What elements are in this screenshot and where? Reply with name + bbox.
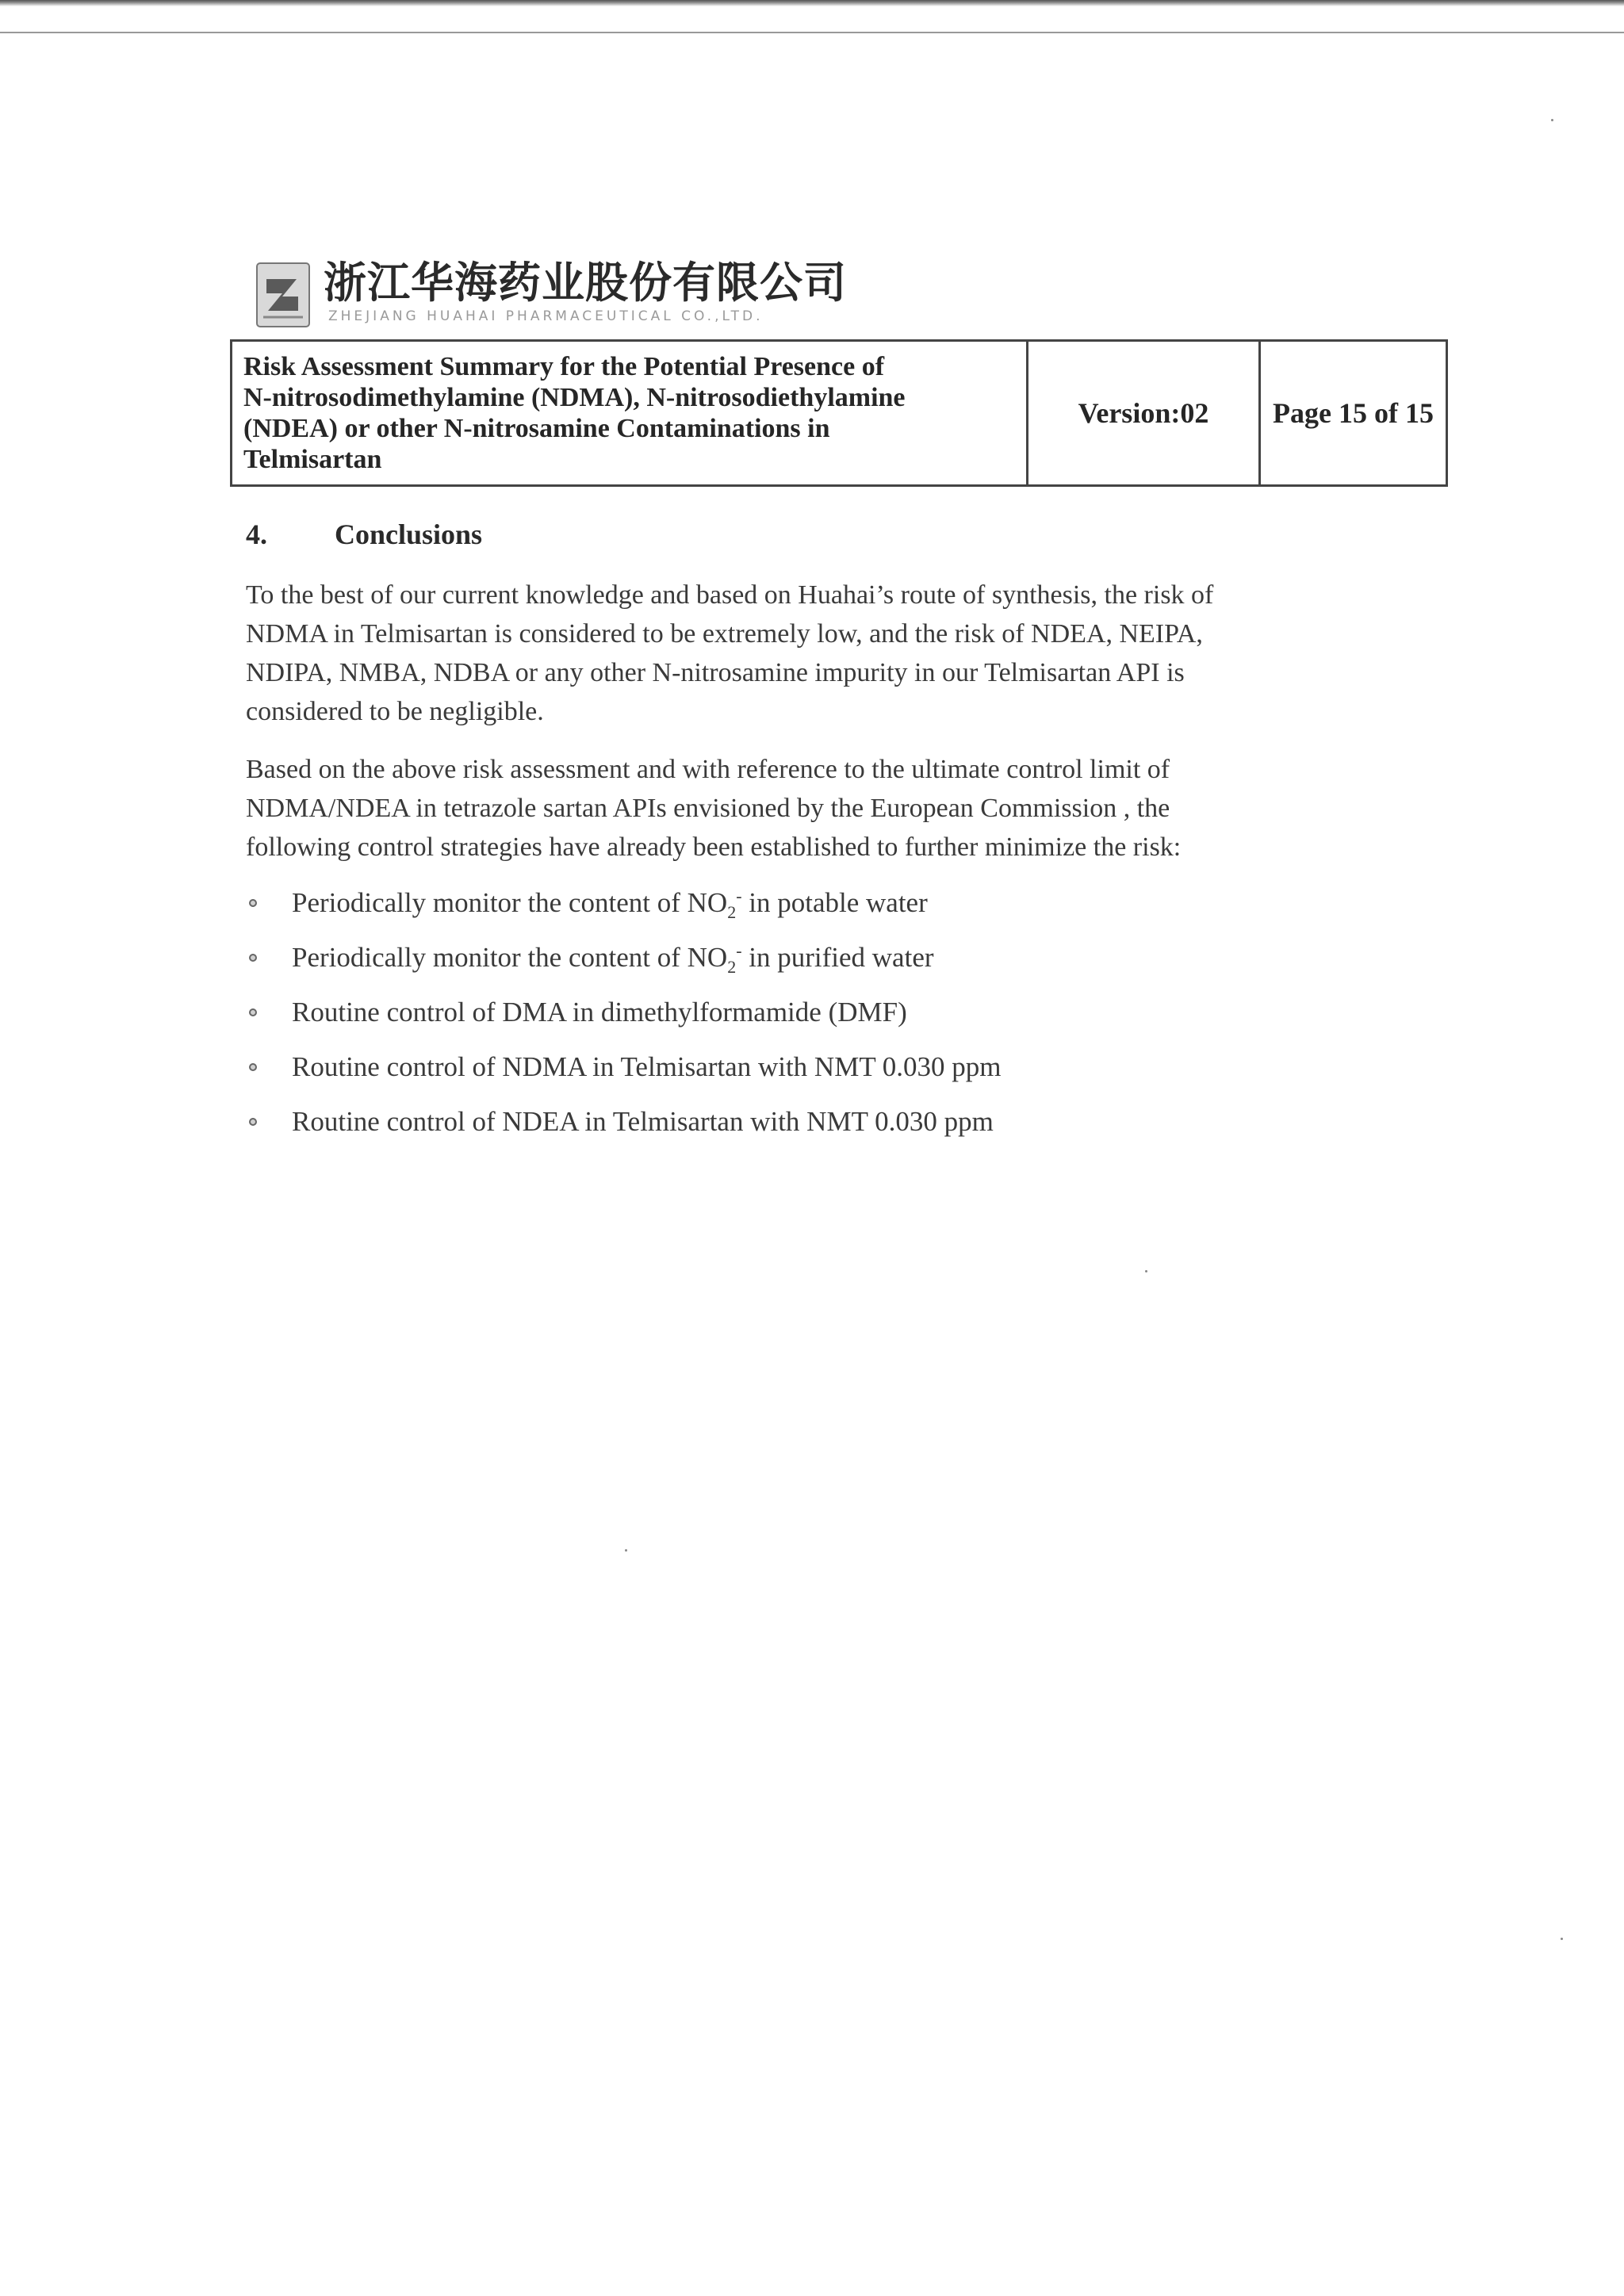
company-logo-icon: [255, 262, 311, 328]
list-item-text: Routine control of NDEA in Telmisartan with NMT 0.030 ppm: [292, 1106, 994, 1137]
section-number: 4.: [246, 519, 267, 550]
scan-speck: [1145, 1270, 1147, 1272]
conclusion-paragraph-2: [246, 750, 1340, 867]
bullet-icon: [249, 1008, 257, 1016]
list-item-text: Routine control of NDMA in Telmisartan with NMT 0.030 ppm: [292, 1051, 1002, 1082]
document-title-line: (NDEA) or other N-nitrosamine Contaminations in: [243, 414, 830, 443]
paragraph-line: considered to be negligible.: [246, 697, 544, 726]
document-title-line: N-nitrosodimethylamine (NDMA), N-nitrosodiethylamine: [243, 383, 906, 412]
paragraph-line: Based on the above risk assessment and with reference to the ultimate control limit of: [246, 755, 1170, 784]
section-heading: [246, 517, 482, 552]
company-name-en: ZHEJIANG HUAHAI PHARMACEUTICAL CO.,LTD.: [328, 308, 764, 324]
document-header-table: [230, 339, 1448, 487]
bullet-icon: [249, 1063, 257, 1071]
document-title-line: Telmisartan: [243, 445, 382, 474]
list-item-text: Periodically monitor the content of $NO_2^-$ in purified water: [292, 940, 934, 977]
scan-line: [0, 32, 1624, 33]
list-item: [246, 883, 1356, 938]
control-strategy-list: [246, 883, 1356, 1157]
paragraph-line: NDMA/NDEA in tetrazole sartan APIs envisioned by the European Commission , the: [246, 794, 1170, 823]
page-number: Page 15 of 15: [1260, 341, 1447, 486]
company-name-cn: 浙江华海药业股份有限公司: [324, 258, 847, 308]
list-item: [246, 993, 1356, 1047]
letterhead: [255, 258, 847, 331]
paragraph-line: To the best of our current knowledge and based on Huahai’s route of synthesis, the risk of: [246, 580, 1214, 610]
bullet-icon: [249, 954, 257, 962]
section-title: Conclusions: [335, 519, 483, 550]
paragraph-line: NDMA in Telmisartan is considered to be extremely low, and the risk of NDEA, NEIPA,: [246, 619, 1203, 649]
document-title: [232, 341, 1028, 486]
scan-speck: [1551, 119, 1553, 121]
bullet-icon: [249, 1118, 257, 1126]
scan-top-edge: [0, 0, 1624, 6]
scan-speck: [1561, 1938, 1563, 1940]
list-item-text: Periodically monitor the content of $NO_2^-$ in potable water: [292, 886, 928, 922]
list-item-text: Routine control of DMA in dimethylformamide (DMF): [292, 997, 907, 1027]
document-title-line: Risk Assessment Summary for the Potential Presence of: [243, 352, 885, 381]
list-item: [246, 1102, 1356, 1157]
list-item: [246, 1047, 1356, 1102]
scan-speck: [625, 1549, 627, 1552]
list-item: [246, 938, 1356, 993]
paragraph-line: NDIPA, NMBA, NDBA or any other N-nitrosamine impurity in our Telmisartan API is: [246, 658, 1185, 687]
document-version: Version:02: [1028, 341, 1260, 486]
bullet-icon: [249, 899, 257, 907]
conclusion-paragraph-1: [246, 576, 1340, 731]
paragraph-line: following control strategies have already been established to further minimize the risk:: [246, 832, 1182, 862]
